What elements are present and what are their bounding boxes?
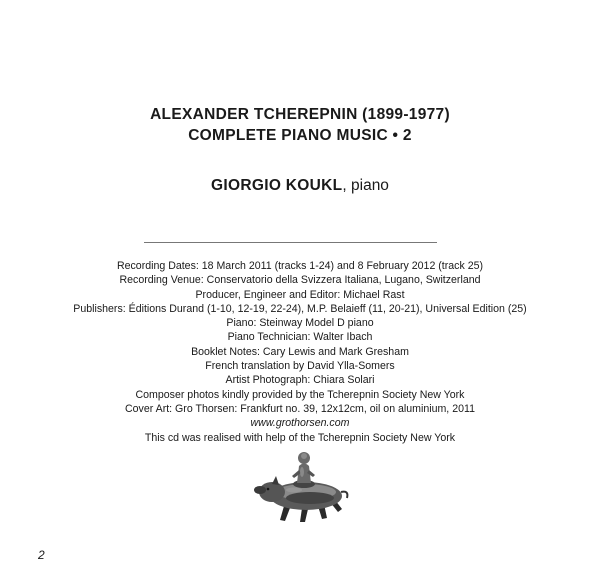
- credit-artist-photograph: Artist Photograph: Chiara Solari: [225, 374, 375, 387]
- credits-block: [0, 259, 600, 431]
- title-line-composer: ALEXANDER TCHEREPNIN (1899-1977): [150, 106, 450, 123]
- title-line-album: COMPLETE PIANO MUSIC • 2: [188, 127, 412, 144]
- pig-with-rider-sculpture-icon: [244, 446, 356, 530]
- credit-composer-photos: Composer photos kindly provided by the Tcherepnin Society New York: [135, 388, 465, 401]
- credit-booklet-notes: Booklet Notes: Cary Lewis and Mark Gresham: [191, 345, 409, 358]
- credit-piano-technician: Piano Technician: Walter Ibach: [227, 331, 373, 344]
- credit-recording-venue: Recording Venue: Conservatorio della Svizzera Italiana, Lugano, Switzerland: [119, 274, 481, 287]
- credit-recording-dates: Recording Dates: 18 March 2011 (tracks 1-24) and 8 February 2012 (track 25): [116, 260, 484, 272]
- page-title: [0, 104, 600, 146]
- acknowledgement-note: This cd was realised with help of the Tcherepnin Society New York: [144, 432, 456, 444]
- page-number: 2: [38, 548, 45, 562]
- performer-line: [0, 177, 600, 195]
- credit-publishers: Publishers: Éditions Durand (1-10, 12-19, 22-24), M.P. Belaieff (11, 20-21), Universal Edition (25): [73, 302, 527, 315]
- performer-name: GIORGIO KOUKL: [211, 177, 343, 194]
- credit-french-translation: French translation by David Ylla-Somers: [205, 360, 395, 373]
- divider: [144, 242, 437, 243]
- credit-cover-art: Cover Art: Gro Thorsen: Frankfurt no. 39, 12x12cm, oil on aluminium, 2011: [125, 402, 475, 415]
- credit-piano: Piano: Steinway Model D piano: [226, 317, 374, 330]
- performer-instrument: , piano: [342, 177, 389, 194]
- website-link: www.grothorsen.com: [250, 417, 350, 430]
- credit-producer: Producer, Engineer and Editor: Michael Rast: [195, 288, 405, 301]
